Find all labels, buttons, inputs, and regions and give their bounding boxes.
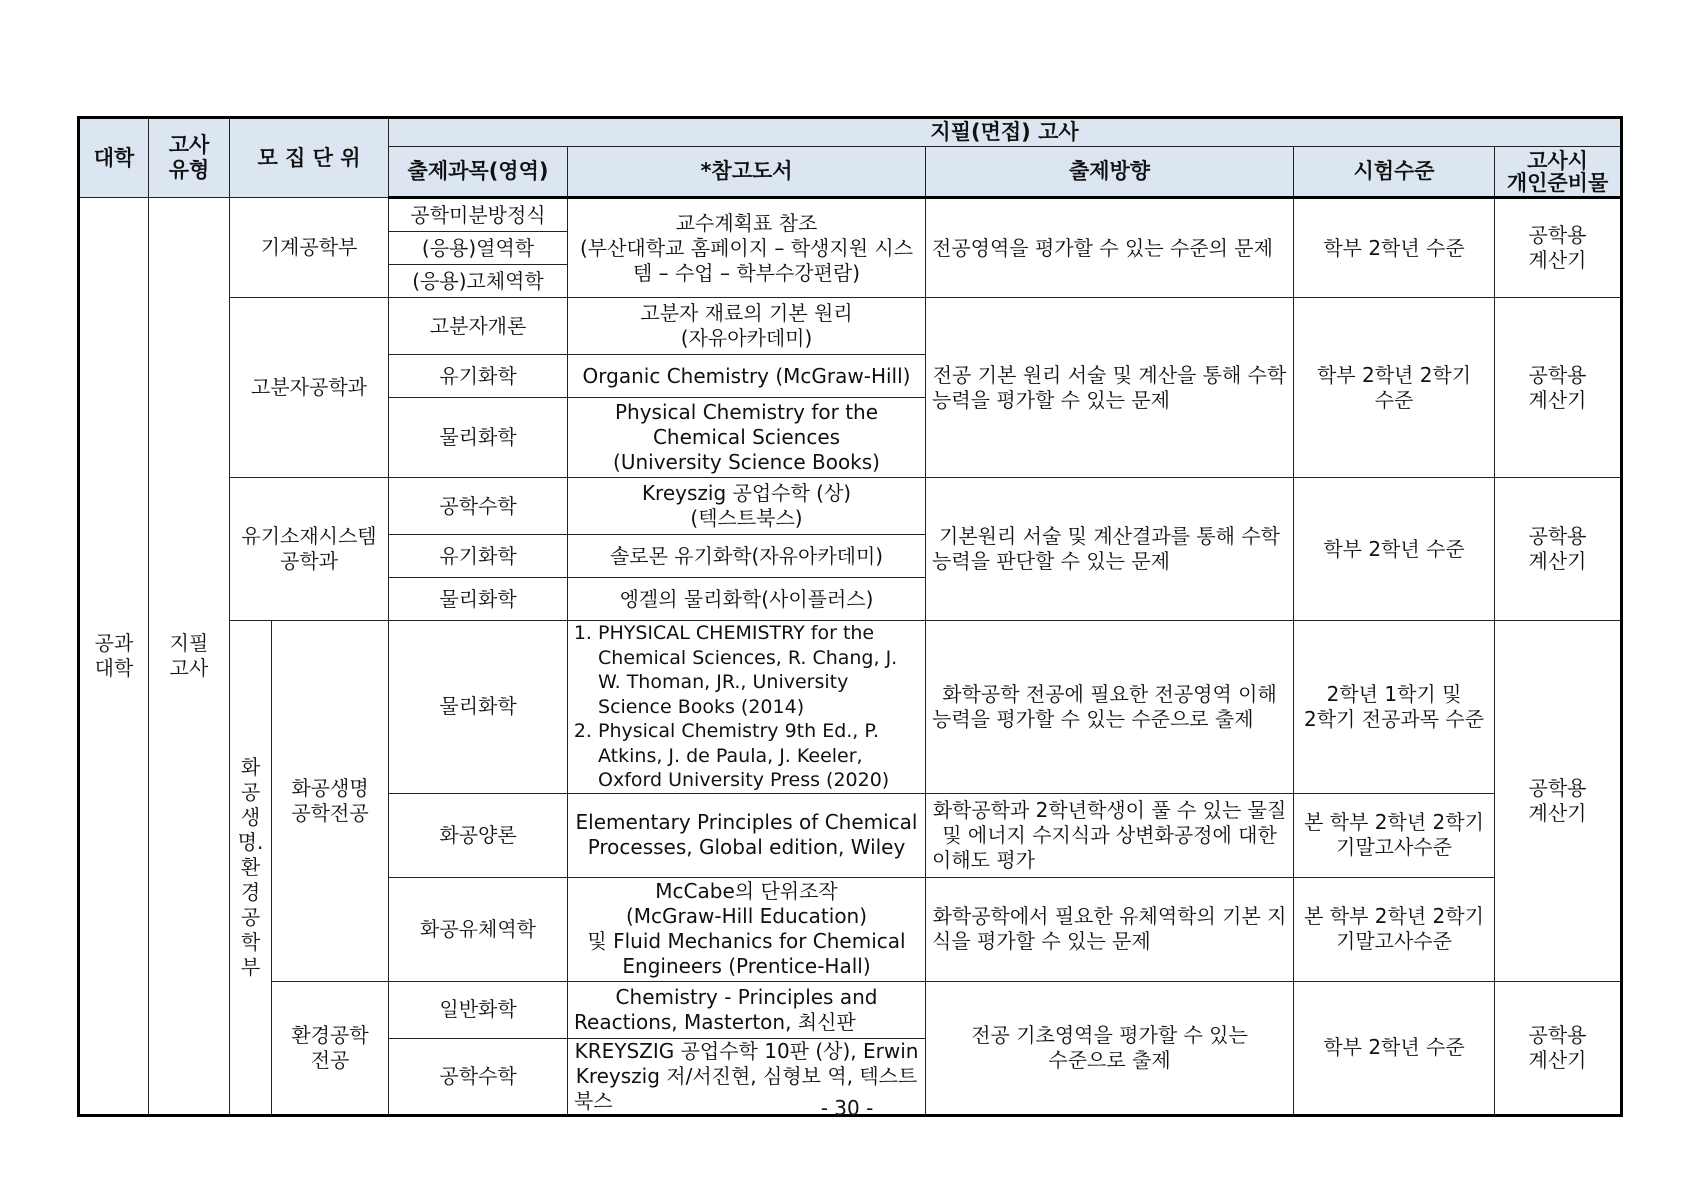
level-cell: 학부 2학년 수준 — [1294, 478, 1495, 621]
direction-cell: 화학공학 전공에 필요한 전공영역 이해 능력을 평가할 수 있는 수준으로 출제 — [926, 621, 1294, 794]
unit-organic-materials: 유기소재시스템 공학과 — [230, 478, 389, 621]
prep-cell: 공학용 계산기 — [1495, 198, 1622, 298]
reference-cell: Physical Chemistry for the Chemical Sciences (University Science Books) — [568, 398, 926, 478]
subject-cell: 유기화학 — [389, 355, 568, 398]
subject-cell: 공학미분방정식 — [389, 198, 568, 232]
reference-cell: 엥겔의 물리화학(사이플러스) — [568, 578, 926, 621]
reference-cell: Kreyszig 공업수학 (상) (텍스트북스) — [568, 478, 926, 535]
subject-cell: 유기화학 — [389, 535, 568, 578]
subject-cell: 물리화학 — [389, 621, 568, 794]
subject-cell: (응용)열역학 — [389, 232, 568, 265]
college-cell: 공과 대학 — [79, 198, 149, 1116]
subject-cell: 화공유체역학 — [389, 877, 568, 981]
level-cell: 본 학부 2학년 2학기 기말고사수준 — [1294, 877, 1495, 981]
header-group: 지필(면접) 고사 — [389, 118, 1622, 147]
reference-cell: Chemistry - Principles and Reactions, Masterton, 최신판 — [568, 981, 926, 1038]
subject-cell: 물리화학 — [389, 578, 568, 621]
reference-cell — [568, 621, 926, 794]
division-chem-env: 화 공 생 명. 환 경 공 학 부 — [230, 621, 272, 1116]
reference-cell: Elementary Principles of Chemical Processes, Global edition, Wiley — [568, 793, 926, 877]
direction-cell: 전공 기본 원리 서술 및 계산을 통해 수학 능력을 평가할 수 있는 문제 — [926, 298, 1294, 478]
subject-cell: 일반화학 — [389, 981, 568, 1038]
level-cell: 학부 2학년 수준 — [1294, 198, 1495, 298]
reference-cell: 솔로몬 유기화학(자유아카데미) — [568, 535, 926, 578]
prep-cell: 공학용 계산기 — [1495, 981, 1622, 1115]
prep-cell: 공학용 계산기 — [1495, 621, 1622, 982]
unit-polymer: 고분자공학과 — [230, 298, 389, 478]
level-cell: 본 학부 2학년 2학기 기말고사수준 — [1294, 793, 1495, 877]
direction-cell: 화학공학과 2학년학생이 풀 수 있는 물질 및 에너지 수지식과 상변화공정에 대한 이해도 평가 — [926, 793, 1294, 877]
reference-cell: 고분자 재료의 기본 원리 (자유아카데미) — [568, 298, 926, 355]
major-environmental: 환경공학 전공 — [272, 981, 389, 1115]
header-prep: 고사시 개인준비물 — [1495, 147, 1622, 198]
exam-table — [77, 116, 1623, 1117]
subject-cell: 고분자개론 — [389, 298, 568, 355]
header-unit: 모 집 단 위 — [230, 118, 389, 198]
level-cell: 학부 2학년 수준 — [1294, 981, 1495, 1115]
direction-cell: 전공영역을 평가할 수 있는 수준의 문제 — [926, 198, 1294, 298]
unit-mechanical: 기계공학부 — [230, 198, 389, 298]
reference-item: 2. Physical Chemistry 9th Ed., P. Atkins, J. de Paula, J. Keeler, Oxford University Press (2020) — [598, 719, 919, 793]
header-direction: 출제방향 — [926, 147, 1294, 198]
header-exam-type: 고사 유형 — [149, 118, 230, 198]
reference-cell: KREYSZIG 공업수학 10판 (상), Erwin Kreyszig 저/서진현, 심형보 역, 텍스트북스 — [568, 1038, 926, 1115]
subject-cell: (응용)고체역학 — [389, 265, 568, 298]
reference-list — [574, 621, 919, 793]
header-subject: 출제과목(영역) — [389, 147, 568, 198]
subject-cell: 화공양론 — [389, 793, 568, 877]
level-cell: 2학년 1학기 및 2학기 전공과목 수준 — [1294, 621, 1495, 794]
prep-cell: 공학용 계산기 — [1495, 298, 1622, 478]
page-number: - 30 - — [820, 1096, 874, 1120]
direction-cell: 화학공학에서 필요한 유체역학의 기본 지식을 평가할 수 있는 문제 — [926, 877, 1294, 981]
header-reference: *참고도서 — [568, 147, 926, 198]
direction-cell: 전공 기초영역을 평가할 수 있는 수준으로 출제 — [926, 981, 1294, 1115]
header-college: 대학 — [79, 118, 149, 198]
reference-cell: Organic Chemistry (McGraw-Hill) — [568, 355, 926, 398]
reference-cell: McCabe의 단위조작 (McGraw-Hill Education) 및 Fluid Mechanics for Chemical Engineers (Prentice-Hall) — [568, 877, 926, 981]
reference-item: 1. PHYSICAL CHEMISTRY for the Chemical Sciences, R. Chang, J. W. Thoman, JR., University Science Books (2014) — [598, 621, 919, 719]
subject-cell: 공학수학 — [389, 478, 568, 535]
direction-cell: 기본원리 서술 및 계산결과를 통해 수학능력을 판단할 수 있는 문제 — [926, 478, 1294, 621]
level-cell: 학부 2학년 2학기 수준 — [1294, 298, 1495, 478]
subject-cell: 물리화학 — [389, 398, 568, 478]
reference-cell: 교수계획표 참조 (부산대학교 홈페이지 – 학생지원 시스템 – 수업 – 학부수강편람) — [568, 198, 926, 298]
major-chem-bio: 화공생명 공학전공 — [272, 621, 389, 982]
subject-cell: 공학수학 — [389, 1038, 568, 1115]
header-level: 시험수준 — [1294, 147, 1495, 198]
exam-type-cell: 지필 고사 — [149, 198, 230, 1116]
prep-cell: 공학용 계산기 — [1495, 478, 1622, 621]
